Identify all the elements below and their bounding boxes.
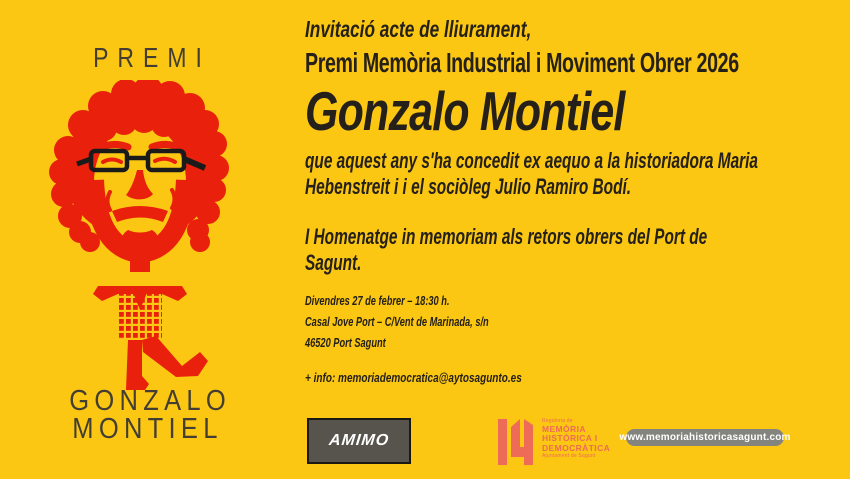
mhd-logo-top-line: Regidoria de bbox=[542, 417, 573, 424]
amimo-logo bbox=[307, 418, 411, 464]
homage-paragraph: I Homenatge in memoriam als retors obrers del Port de Sagunt. bbox=[305, 224, 708, 275]
mhd-logo-main-lines: MEMÒRIA HISTÒRICA I DEMOCRÀTICA bbox=[542, 423, 611, 453]
mhd-logo-text bbox=[542, 418, 610, 461]
contact-email-line[interactable]: + info: memoriademocratica@aytosagunto.es bbox=[305, 371, 522, 385]
website-badge[interactable] bbox=[619, 429, 791, 446]
event-details: Divendres 27 de febrer – 18:30 h. Casal Jove Port – C/Vent de Marinada, s/n 46520 Port Sagunt bbox=[305, 294, 489, 350]
left-column bbox=[0, 0, 295, 479]
gonzalo-montiel-caption: GONZALO MONTIEL bbox=[69, 385, 232, 445]
mhd-logo-bottom-line: Ajuntament de Sagunt bbox=[542, 453, 596, 460]
premi-label: PREMI bbox=[93, 42, 211, 73]
award-description-paragraph: que aquest any s'ha concedit ex aequo a la historiadora Maria Hebenstreit i i el sociòleg Julio Ramiro Bodí. bbox=[305, 148, 758, 199]
amimo-logo-text: AMIMO bbox=[328, 432, 390, 449]
gonzalo-portrait-illustration bbox=[48, 80, 238, 392]
checkered-shirt bbox=[118, 288, 162, 340]
legs-shape bbox=[126, 336, 208, 390]
mhd-h-icon bbox=[498, 413, 535, 465]
memoria-historica-logo bbox=[498, 410, 610, 468]
awardee-name-heading: Gonzalo Montiel bbox=[305, 80, 625, 142]
intro-line: Invitació acte de lliurament, bbox=[305, 16, 532, 42]
award-title: Premi Memòria Industrial i Moviment Obrer 2026 bbox=[305, 47, 739, 78]
website-url: www.memoriahistoricasagunt.com bbox=[619, 432, 791, 443]
